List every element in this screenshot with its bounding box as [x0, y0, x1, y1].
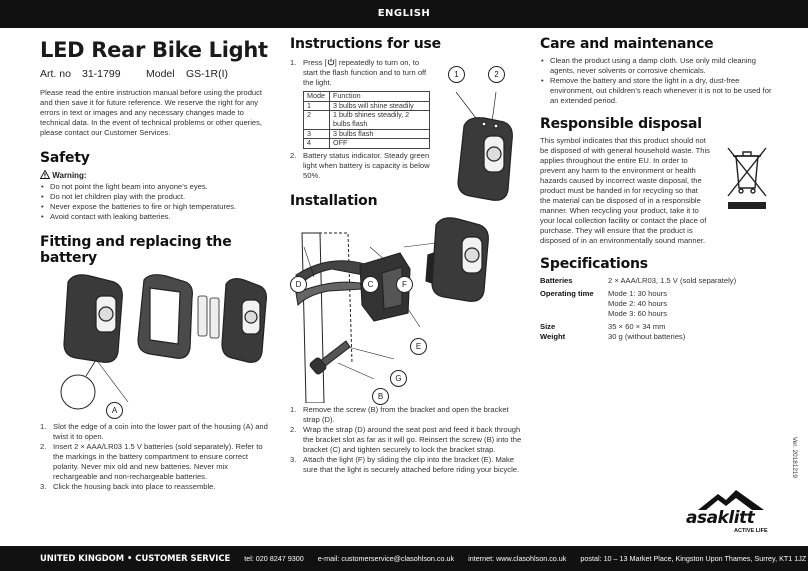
modes-table: [303, 91, 430, 149]
brand-name: asaklitt: [686, 508, 755, 528]
light-buttons-illustration: [438, 70, 528, 220]
care-list: [540, 56, 772, 106]
cell: 3: [304, 129, 330, 139]
instruction-steps: [290, 58, 430, 88]
step-text: Attach the light (F) by sliding the clip into the bracket (E). Make sure that the light is securely attached before riding your bicycle.: [303, 455, 520, 475]
table-row: [540, 332, 736, 342]
callout-g: G: [390, 370, 407, 387]
housing-frame: [138, 275, 192, 359]
step-text: Battery status indicator. Steady green light when battery is capacity is below 50%.: [303, 150, 430, 180]
table-header: [304, 92, 430, 102]
weee-bin-icon: [722, 142, 772, 212]
table-row: [304, 129, 430, 139]
list-item: • Remove the battery and store the light in a dry, dust-free environment, out children’s reach whenever it is not to be used for an extended period.: [540, 76, 772, 106]
column-middle: [290, 30, 522, 475]
footer-tel: tel: 020 8247 9300: [244, 554, 304, 563]
list-item: • Do not point the light beam into anyone’s eyes.: [40, 182, 272, 192]
cell: 3 bulbs flash: [330, 129, 430, 139]
cell: OFF: [330, 139, 430, 149]
operating-mode: Mode 3: 60 hours: [608, 309, 668, 319]
callout-b: B: [372, 388, 389, 405]
fitting-heading: Fitting and replacing the battery: [40, 234, 232, 267]
spec-value: 35 × 60 × 34 mm: [608, 322, 666, 332]
light-unit: [426, 218, 488, 301]
step-number: 2.: [290, 424, 297, 434]
list-item: • Avoid contact with leaking batteries.: [40, 212, 272, 222]
batteries: [198, 296, 219, 338]
instructions-heading: Instructions for use: [290, 36, 441, 52]
callout-1: 1: [448, 66, 465, 83]
warning-row: [40, 170, 272, 180]
footer-bar: [0, 546, 808, 571]
step-number: 1.: [40, 422, 47, 432]
disposal-text: This symbol indicates that this product should not be disposed of with general household waste. This applies throughout the entire EU. In order to prevent any harm to the environment or health hazards caused by incorrect waste disposal, the product must be handed in for recycling so that the material can be disposed of in a responsible manner. When recycling your product, take it to your local collection facility or contact the place of purchase. They will ensure that the product is disposed of in an environmentally sound manner.: [540, 136, 710, 246]
footer-internet: internet: www.clasohlson.co.uk: [468, 554, 567, 563]
light-housing-open: [222, 279, 266, 363]
list-item: [290, 405, 522, 425]
light-housing-closed: [64, 275, 122, 362]
callout-2: 2: [488, 66, 505, 83]
list-item: [290, 425, 522, 455]
warning-icon: [40, 170, 50, 179]
spec-label: Operating time: [540, 289, 594, 299]
step-number: 2.: [40, 442, 47, 452]
step-text: Remove the screw (B) from the bracket and open the bracket strap (D).: [303, 404, 509, 424]
column-right: [540, 30, 772, 342]
callout-e: E: [410, 338, 427, 355]
safety-list: [40, 182, 272, 222]
power-icon: [327, 58, 335, 66]
battery-replacement-illustration: [40, 270, 272, 420]
brand-logo: [686, 486, 776, 536]
callout-a: A: [106, 402, 123, 419]
step-number: 2.: [290, 150, 297, 160]
cell: 4: [304, 139, 330, 149]
article-row: [40, 68, 272, 80]
spec-value: 2 × AAA/LR03, 1.5 V (sold separately): [608, 276, 737, 286]
step-number: 3.: [290, 455, 297, 465]
step-text-b: ] repeatedly to turn on, to start the flash function and to turn off the light.: [303, 58, 427, 88]
callout-c: C: [362, 276, 379, 293]
seat-post: [302, 233, 352, 403]
model-label: Model: [146, 68, 175, 80]
list-item: [290, 58, 430, 88]
footer-row: [40, 553, 808, 563]
cell: 2: [304, 111, 330, 129]
spec-label: Size: [540, 322, 556, 332]
installation-steps: [290, 405, 522, 475]
coin: [61, 375, 95, 409]
product-title: LED Rear Bike Light: [40, 38, 268, 62]
list-item: [40, 482, 272, 492]
footer-email: e-mail: customerservice@clasohlson.co.uk: [317, 554, 455, 563]
warning-label: Warning:: [52, 171, 87, 181]
table-row: [540, 286, 736, 319]
version-label: Ver. 20181219: [791, 436, 798, 478]
header-cell: Function: [330, 92, 430, 102]
list-item: [40, 422, 272, 442]
step-number: 3.: [40, 482, 47, 492]
top-banner: [0, 0, 808, 28]
callout-f: F: [396, 276, 413, 293]
list-item: [290, 151, 430, 181]
installation-heading: Installation: [290, 192, 378, 209]
list-item: • Clean the product using a damp cloth. Use only mild cleaning agents, never solvents or corrosive chemicals.: [540, 56, 772, 76]
intro-text: Please read the entire instruction manual before using the product and then save it for future reference. We reserve the right for any errors in text or images and any necessary changes made to technical data. In the event of technical problems or other queries, please contact our Customer Services.: [40, 88, 263, 138]
step-text: Slot the edge of a coin into the lower part of the housing (A) and twist it to open.: [53, 422, 268, 442]
art-no-label: Art. no: [40, 68, 71, 80]
header-cell: Mode: [304, 92, 330, 102]
table-row: [304, 111, 430, 129]
spec-label: Batteries: [540, 276, 573, 286]
operating-mode: Mode 2: 40 hours: [608, 299, 668, 309]
footer-postal: postal: 10 – 13 Market Place, Kingston Upon Thames, Surrey, KT1 1JZ: [580, 554, 807, 563]
instruction-steps-2: [290, 151, 430, 181]
table-row: [540, 319, 736, 332]
art-no: 31-1799: [82, 68, 121, 80]
specs-table: [540, 276, 736, 342]
step-text: Click the housing back into place to reassemble.: [53, 482, 216, 492]
callout-d: D: [290, 276, 307, 293]
language-label: ENGLISH: [377, 8, 431, 19]
operating-mode: Mode 1: 30 hours: [608, 289, 668, 299]
brand-tagline: ACTIVE LIFE: [734, 528, 768, 534]
model: GS-1R(I): [186, 68, 228, 80]
fitting-steps: [40, 422, 272, 492]
spec-label: Weight: [540, 332, 566, 342]
cell: 3 bulbs will shine steadily: [330, 101, 430, 111]
care-heading: Care and maintenance: [540, 36, 714, 52]
list-item: [40, 442, 272, 482]
step-number: 1.: [290, 58, 297, 67]
cell: 1: [304, 101, 330, 111]
column-left: [40, 30, 272, 492]
step-text: Wrap the strap (D) around the seat post and feed it back through the bracket slot as far as it will go. Reinsert the screw (B) into the bracket (C) and tighten securely to lock the bracket strap.: [303, 424, 522, 454]
cell: 1 bulb shines steadily, 2 bulbs flash: [330, 111, 430, 129]
spec-value: 30 g (without batteries): [608, 332, 686, 342]
specs-heading: Specifications: [540, 256, 648, 273]
step-text: Insert 2 × AAA/LR03 1.5 V batteries (sold separately). Refer to the markings in the battery compartment to ensure correct polarity. Never mix old and new batteries. Never mix rechargeable and non-rechargeable batteries.: [53, 442, 263, 482]
table-row: [304, 139, 430, 149]
step-text-a: Press [: [303, 58, 327, 67]
step-number: 1.: [290, 404, 297, 414]
disposal-heading: Responsible disposal: [540, 116, 702, 133]
footer-region: UNITED KINGDOM • CUSTOMER SERVICE: [40, 553, 231, 563]
spec-value: [608, 286, 736, 319]
table-row: [540, 276, 736, 286]
list-item: • Do not let children play with the product.: [40, 192, 272, 202]
list-item: • Never expose the batteries to fire or high temperatures.: [40, 202, 272, 212]
list-item: [290, 455, 522, 475]
safety-heading: Safety: [40, 150, 90, 167]
